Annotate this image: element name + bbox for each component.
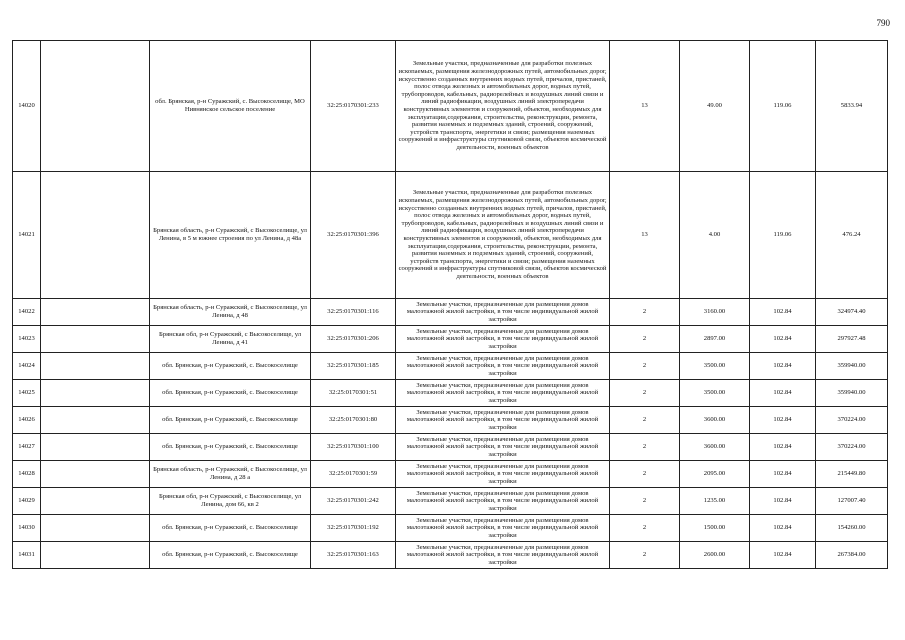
row-address: обл. Брянская, р-н Суражский, с. Высокоселище xyxy=(150,434,311,461)
table-row xyxy=(13,299,888,326)
table-row xyxy=(13,407,888,434)
row-id: 14028 xyxy=(13,461,41,488)
row-category: 2 xyxy=(610,515,680,542)
row-land-use-description: Земельные участки, предназначенные для разработки полезных ископаемых, размещения железнодорожных путей, автомобильных дорог, искусственно созданных внутренних водных путей, причалов, пристаней, полос отвода железных и автомобильных дорог, водных путей, трубопроводов, кабельных, радиорелейных и воздушных линий связи и линий радиофикации, воздушных линий электропередачи конструктивных элементов и сооружений, объектов, необходимых для эксплуатации,содержания, строительства, реконструкции, ремонта, развития наземных и подземных зданий, строений, сооружений, устройств транспорта, энергетики и связи; размещения наземных сооружений и инфраструктуры спутниковой связи, объектов космической деятельности, военных объектов xyxy=(396,172,610,299)
row-category: 2 xyxy=(610,488,680,515)
row-category: 2 xyxy=(610,353,680,380)
row-address: Брянская обл, р-н Суражский, с Высокоселище, ул Ленина, д 41 xyxy=(150,326,311,353)
row-category: 2 xyxy=(610,461,680,488)
row-address: Брянская область, р-н Суражский, с Высокоселище, ул Ленина, д 48 xyxy=(150,299,311,326)
row-land-use-description: Земельные участки, предназначенные для размещения домов малоэтажной жилой застройки, в том числе индивидуальной жилой застройки xyxy=(396,407,610,434)
table-row xyxy=(13,542,888,569)
row-area: 2897.00 xyxy=(680,326,750,353)
row-rate: 102.84 xyxy=(750,299,816,326)
row-cadastral-value: 370224.00 xyxy=(816,434,888,461)
row-category: 2 xyxy=(610,434,680,461)
row-land-use-description: Земельные участки, предназначенные для размещения домов малоэтажной жилой застройки, в том числе индивидуальной жилой застройки xyxy=(396,461,610,488)
row-cadastral-value: 324974.40 xyxy=(816,299,888,326)
row-cadastral-value: 154260.00 xyxy=(816,515,888,542)
row-area: 3600.00 xyxy=(680,407,750,434)
row-id: 14031 xyxy=(13,542,41,569)
table-row xyxy=(13,488,888,515)
row-category: 13 xyxy=(610,172,680,299)
row-category: 2 xyxy=(610,542,680,569)
row-cadastral-number: 32:25:0170301:100 xyxy=(311,434,396,461)
row-address: Брянская обл, р-н Суражский, с Высокоселище, ул Ленина, дом 66, кв 2 xyxy=(150,488,311,515)
row-category: 2 xyxy=(610,380,680,407)
row-address: обл. Брянская, р-н Суражский, с. Высокоселище, МО Нивнянское сельское поселение xyxy=(150,41,311,172)
row-land-use-description: Земельные участки, предназначенные для размещения домов малоэтажной жилой застройки, в том числе индивидуальной жилой застройки xyxy=(396,299,610,326)
row-area: 1500.00 xyxy=(680,515,750,542)
row-address: Брянская область, р-н Суражский, с Высокоселище, ул Ленина, в 5 м южнее строения по ул Ленина, д 48а xyxy=(150,172,311,299)
row-cadastral-number: 32:25:0170301:163 xyxy=(311,542,396,569)
row-land-use-description: Земельные участки, предназначенные для размещения домов малоэтажной жилой застройки, в том числе индивидуальной жилой застройки xyxy=(396,353,610,380)
row-cadastral-number: 32:25:0170301:242 xyxy=(311,488,396,515)
row-rate: 119.06 xyxy=(750,41,816,172)
row-category: 2 xyxy=(610,407,680,434)
page-number: 790 xyxy=(876,18,890,28)
row-land-use-description: Земельные участки, предназначенные для размещения домов малоэтажной жилой застройки, в том числе индивидуальной жилой застройки xyxy=(396,515,610,542)
row-id: 14027 xyxy=(13,434,41,461)
row-area: 3600.00 xyxy=(680,434,750,461)
row-cadastral-value: 127007.40 xyxy=(816,488,888,515)
row-cadastral-value: 359940.00 xyxy=(816,380,888,407)
row-category: 2 xyxy=(610,326,680,353)
empty-cell xyxy=(41,407,150,434)
row-cadastral-value: 476.24 xyxy=(816,172,888,299)
row-rate: 102.84 xyxy=(750,515,816,542)
row-rate: 102.84 xyxy=(750,461,816,488)
row-cadastral-value: 215449.80 xyxy=(816,461,888,488)
row-address: обл. Брянская, р-н Суражский, с. Высокоселище xyxy=(150,407,311,434)
empty-cell xyxy=(41,380,150,407)
row-category: 13 xyxy=(610,41,680,172)
row-rate: 102.84 xyxy=(750,380,816,407)
row-category: 2 xyxy=(610,299,680,326)
empty-cell xyxy=(41,488,150,515)
row-land-use-description: Земельные участки, предназначенные для размещения домов малоэтажной жилой застройки, в том числе индивидуальной жилой застройки xyxy=(396,380,610,407)
row-id: 14030 xyxy=(13,515,41,542)
empty-cell xyxy=(41,515,150,542)
row-address: Брянская область, р-н Суражский, с Высокоселище, ул Ленина, д 28 а xyxy=(150,461,311,488)
empty-cell xyxy=(41,326,150,353)
row-land-use-description: Земельные участки, предназначенные для размещения домов малоэтажной жилой застройки, в том числе индивидуальной жилой застройки xyxy=(396,542,610,569)
table-row xyxy=(13,41,888,172)
table-row xyxy=(13,380,888,407)
row-area: 3500.00 xyxy=(680,380,750,407)
row-rate: 102.84 xyxy=(750,326,816,353)
row-rate: 102.84 xyxy=(750,353,816,380)
table-row xyxy=(13,434,888,461)
empty-cell xyxy=(41,542,150,569)
row-rate: 102.84 xyxy=(750,434,816,461)
empty-cell xyxy=(41,41,150,172)
row-cadastral-value: 267384.00 xyxy=(816,542,888,569)
row-area: 2095.00 xyxy=(680,461,750,488)
empty-cell xyxy=(41,434,150,461)
row-id: 14020 xyxy=(13,41,41,172)
row-id: 14025 xyxy=(13,380,41,407)
row-cadastral-number: 32:25:0170301:59 xyxy=(311,461,396,488)
row-address: обл. Брянская, р-н Суражский, с. Высокоселище xyxy=(150,353,311,380)
row-cadastral-number: 32:25:0170301:116 xyxy=(311,299,396,326)
row-cadastral-value: 297927.48 xyxy=(816,326,888,353)
row-rate: 102.84 xyxy=(750,488,816,515)
row-id: 14021 xyxy=(13,172,41,299)
row-address: обл. Брянская, р-н Суражский, с. Высокоселище xyxy=(150,542,311,569)
row-cadastral-number: 32:25:0170301:206 xyxy=(311,326,396,353)
row-area: 4.00 xyxy=(680,172,750,299)
land-registry-table xyxy=(12,40,888,569)
row-area: 3160.00 xyxy=(680,299,750,326)
empty-cell xyxy=(41,299,150,326)
row-rate: 102.84 xyxy=(750,407,816,434)
row-id: 14023 xyxy=(13,326,41,353)
row-rate: 102.84 xyxy=(750,542,816,569)
row-id: 14024 xyxy=(13,353,41,380)
table-row xyxy=(13,515,888,542)
row-id: 14022 xyxy=(13,299,41,326)
row-area: 49.00 xyxy=(680,41,750,172)
row-cadastral-value: 5833.94 xyxy=(816,41,888,172)
table-row xyxy=(13,326,888,353)
table-row xyxy=(13,461,888,488)
row-cadastral-number: 32:25:0170301:396 xyxy=(311,172,396,299)
empty-cell xyxy=(41,461,150,488)
row-id: 14026 xyxy=(13,407,41,434)
row-cadastral-value: 370224.00 xyxy=(816,407,888,434)
row-address: обл. Брянская, р-н Суражский, с. Высокоселище xyxy=(150,515,311,542)
row-cadastral-number: 32:25:0170301:80 xyxy=(311,407,396,434)
row-cadastral-number: 32:25:0170301:51 xyxy=(311,380,396,407)
empty-cell xyxy=(41,172,150,299)
row-area: 3500.00 xyxy=(680,353,750,380)
row-area: 2600.00 xyxy=(680,542,750,569)
row-rate: 119.06 xyxy=(750,172,816,299)
row-land-use-description: Земельные участки, предназначенные для разработки полезных ископаемых, размещения железнодорожных путей, автомобильных дорог, искусственно созданных внутренних водных путей, причалов, пристаней, полос отвода железных и автомобильных дорог, водных путей, трубопроводов, кабельных, радиорелейных и воздушных линий связи и линий радиофикации, воздушных линий электропередачи конструктивных элементов и сооружений, объектов, необходимых для эксплуатации,содержания, строительства, реконструкции, ремонта, развития наземных и подземных зданий, строений, сооружений, устройств транспорта, энергетики и связи; размещения наземных сооружений и инфраструктуры спутниковой связи, объектов космической деятельности, военных объектов xyxy=(396,41,610,172)
row-land-use-description: Земельные участки, предназначенные для размещения домов малоэтажной жилой застройки, в том числе индивидуальной жилой застройки xyxy=(396,434,610,461)
row-cadastral-value: 359940.00 xyxy=(816,353,888,380)
row-address: обл. Брянская, р-н Суражский, с. Высокоселище xyxy=(150,380,311,407)
row-land-use-description: Земельные участки, предназначенные для размещения домов малоэтажной жилой застройки, в том числе индивидуальной жилой застройки xyxy=(396,488,610,515)
row-cadastral-number: 32:25:0170301:233 xyxy=(311,41,396,172)
empty-cell xyxy=(41,353,150,380)
row-land-use-description: Земельные участки, предназначенные для размещения домов малоэтажной жилой застройки, в том числе индивидуальной жилой застройки xyxy=(396,326,610,353)
row-cadastral-number: 32:25:0170301:192 xyxy=(311,515,396,542)
table-row xyxy=(13,172,888,299)
row-area: 1235.00 xyxy=(680,488,750,515)
table-row xyxy=(13,353,888,380)
row-cadastral-number: 32:25:0170301:185 xyxy=(311,353,396,380)
row-id: 14029 xyxy=(13,488,41,515)
